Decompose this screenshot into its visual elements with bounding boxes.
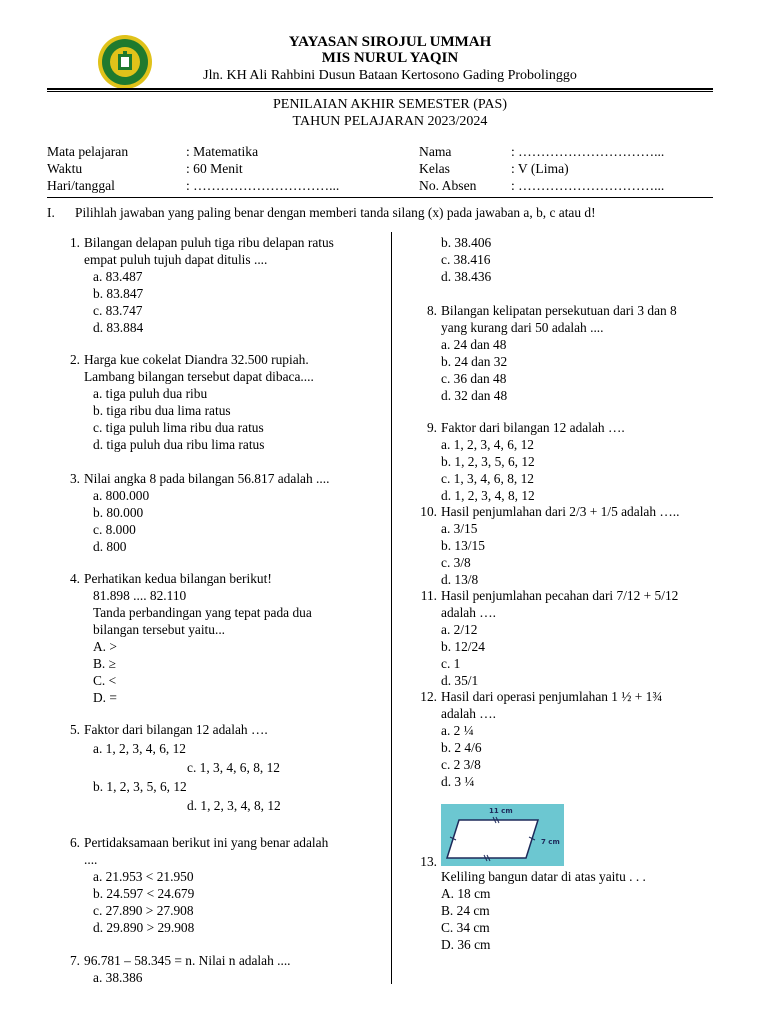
class-value: : V (Lima): [511, 161, 569, 176]
option-d[interactable]: d. 38.436: [441, 269, 492, 284]
question-text: yang kurang dari 50 adalah ....: [441, 320, 604, 335]
question-number: 13.: [420, 854, 437, 869]
question-text: Hasil penjumlahan pecahan dari 7/12 + 5/12: [441, 588, 679, 603]
question-text: 96.781 – 58.345 = n. Nilai n adalah ....: [84, 953, 291, 968]
figure-side-label: 7 cm: [541, 838, 560, 846]
question-text: Lambang bilangan tersebut dapat dibaca....: [84, 369, 314, 384]
option-d[interactable]: d. 3 ¼: [441, 774, 475, 789]
option-c[interactable]: c. 83.747: [93, 303, 143, 318]
info-rule: [47, 197, 713, 198]
option-b[interactable]: b. 80.000: [93, 505, 144, 520]
question-text: ....: [84, 852, 98, 867]
option-a[interactable]: a. 1, 2, 3, 4, 6, 12: [93, 741, 186, 756]
option-b[interactable]: b. 38.406: [441, 235, 492, 250]
option-c[interactable]: c. 1: [441, 656, 461, 671]
subject-label: Mata pelajaran: [47, 144, 129, 159]
option-b[interactable]: b. 83.847: [93, 286, 144, 301]
question-number: 1.: [69, 235, 80, 250]
question-number: 7.: [69, 953, 80, 968]
option-d[interactable]: d. 35/1: [441, 673, 479, 688]
option-a[interactable]: a. 38.386: [93, 970, 143, 985]
question-text: empat puluh tujuh dapat ditulis ....: [84, 252, 268, 267]
question-text: Keliling bangun datar di atas yaitu . . .: [441, 869, 646, 884]
figure-top-label: 11 cm: [489, 807, 513, 815]
question-text: Hasil dari operasi penjumlahan 1 ½ + 1¾: [441, 689, 663, 704]
option-b[interactable]: b. 1, 2, 3, 5, 6, 12: [93, 779, 187, 794]
question-text: Hasil penjumlahan dari 2/3 + 1/5 adalah …..: [441, 504, 680, 519]
parallelogram-figure: [441, 804, 564, 866]
foundation-name: YAYASAN SIROJUL UMMAH: [288, 34, 492, 50]
option-d[interactable]: d. 1, 2, 3, 4, 8, 12: [187, 798, 281, 813]
option-a[interactable]: a. 2/12: [441, 622, 478, 637]
option-d[interactable]: d. 13/8: [441, 572, 479, 587]
school-name: MIS NURUL YAQIN: [321, 50, 459, 66]
option-a[interactable]: a. 24 dan 48: [441, 337, 507, 352]
school-logo-icon: [97, 34, 153, 90]
option-c[interactable]: c. 8.000: [93, 522, 136, 537]
question-text: Tanda perbandingan yang tepat pada dua: [93, 605, 312, 620]
question-number: 8.: [426, 303, 437, 318]
question-text: Harga kue cokelat Diandra 32.500 rupiah.: [84, 352, 309, 367]
name-field[interactable]: : …………………………...: [511, 144, 665, 159]
exam-title: PENILAIAN AKHIR SEMESTER (PAS): [272, 97, 507, 112]
option-a[interactable]: a. 2 ¼: [441, 723, 474, 738]
question-text: adalah ….: [441, 605, 497, 620]
question-number: 11.: [420, 588, 437, 603]
option-d[interactable]: D. 36 cm: [441, 937, 491, 952]
option-a[interactable]: a. tiga puluh dua ribu: [93, 386, 208, 401]
option-d[interactable]: d. 32 dan 48: [441, 388, 508, 403]
date-label: Hari/tanggal: [47, 178, 115, 193]
question-number: 6.: [69, 835, 80, 850]
option-d[interactable]: d. tiga puluh dua ribu lima ratus: [93, 437, 265, 452]
option-d[interactable]: d. 800: [93, 539, 127, 554]
subject-value: : Matematika: [186, 144, 259, 159]
question-number: 9.: [426, 420, 437, 435]
question-number: 4.: [69, 571, 80, 586]
option-a[interactable]: a. 800.000: [93, 488, 150, 503]
option-c[interactable]: c. tiga puluh lima ribu dua ratus: [93, 420, 264, 435]
instruction: [47, 204, 596, 221]
school-address: Jln. KH Ali Rahbini Dusun Bataan Kertosono Gading Probolinggo: [203, 68, 577, 83]
option-c[interactable]: C. 34 cm: [441, 920, 490, 935]
question-number: 3.: [69, 471, 80, 486]
question-text: Faktor dari bilangan 12 adalah ….: [84, 722, 268, 737]
time-value: : 60 Menit: [186, 161, 243, 176]
option-b[interactable]: b. tiga ribu dua lima ratus: [93, 403, 231, 418]
header-rule-thin: [47, 91, 713, 92]
option-a[interactable]: a. 1, 2, 3, 4, 6, 12: [441, 437, 534, 452]
option-c[interactable]: c. 36 dan 48: [441, 371, 507, 386]
question-number: 12.: [420, 689, 437, 704]
class-label: Kelas: [419, 161, 450, 176]
option-c[interactable]: c. 27.890 > 27.908: [93, 903, 194, 918]
absen-field[interactable]: : …………………………...: [511, 178, 665, 193]
option-b[interactable]: b. 12/24: [441, 639, 485, 654]
option-a[interactable]: a. 3/15: [441, 521, 478, 536]
question-text: Pertidaksamaan berikut ini yang benar adalah: [84, 835, 329, 850]
option-b[interactable]: b. 1, 2, 3, 5, 6, 12: [441, 454, 535, 469]
column-divider: [391, 232, 392, 984]
option-b[interactable]: b. 13/15: [441, 538, 485, 553]
option-b[interactable]: B. 24 cm: [441, 903, 490, 918]
option-b[interactable]: b. 24 dan 32: [441, 354, 508, 369]
option-a[interactable]: A. >: [93, 639, 117, 654]
option-c[interactable]: C. <: [93, 673, 117, 688]
option-b[interactable]: b. 2 4/6: [441, 740, 482, 755]
section-number: I.: [47, 205, 55, 220]
option-d[interactable]: d. 1, 2, 3, 4, 8, 12: [441, 488, 535, 503]
header-rule-thick: [47, 88, 713, 90]
exam-year: TAHUN PELAJARAN 2023/2024: [292, 114, 488, 129]
question-number: 2.: [69, 352, 80, 367]
question-number: 10.: [420, 504, 437, 519]
question-text: Perhatikan kedua bilangan berikut!: [84, 571, 272, 586]
option-d[interactable]: d. 83.884: [93, 320, 144, 335]
instruction-text: Pilihlah jawaban yang paling benar dengan memberi tanda silang (x) pada jawaban a, b, c atau d!: [75, 205, 596, 220]
question-text: adalah ….: [441, 706, 497, 721]
option-a[interactable]: A. 18 cm: [441, 886, 491, 901]
question-number: 5.: [69, 722, 80, 737]
option-c[interactable]: c. 3/8: [441, 555, 471, 570]
question-text: Nilai angka 8 pada bilangan 56.817 adalah ....: [84, 471, 330, 486]
question-text: bilangan tersebut yaitu...: [93, 622, 226, 637]
option-d[interactable]: D. =: [93, 690, 117, 705]
option-b[interactable]: b. 24.597 < 24.679: [93, 886, 195, 901]
absen-label: No. Absen: [419, 178, 477, 193]
option-d[interactable]: d. 29.890 > 29.908: [93, 920, 195, 935]
option-c[interactable]: c. 1, 3, 4, 6, 8, 12: [441, 471, 534, 486]
option-c[interactable]: c. 38.416: [441, 252, 491, 267]
question-text: Bilangan delapan puluh tiga ribu delapan ratus: [84, 235, 334, 250]
question-text: 81.898 .... 82.110: [93, 588, 187, 603]
option-c[interactable]: c. 2 3/8: [441, 757, 481, 772]
name-label: Nama: [419, 144, 452, 159]
option-a[interactable]: a. 21.953 < 21.950: [93, 869, 194, 884]
question-text: Bilangan kelipatan persekutuan dari 3 dan 8: [441, 303, 677, 318]
question-text: Faktor dari bilangan 12 adalah ….: [441, 420, 625, 435]
time-label: Waktu: [47, 161, 83, 176]
option-c[interactable]: c. 1, 3, 4, 6, 8, 12: [187, 760, 280, 775]
option-a[interactable]: a. 83.487: [93, 269, 143, 284]
date-field[interactable]: : …………………………...: [186, 178, 340, 193]
option-b[interactable]: B. ≥: [93, 656, 116, 671]
